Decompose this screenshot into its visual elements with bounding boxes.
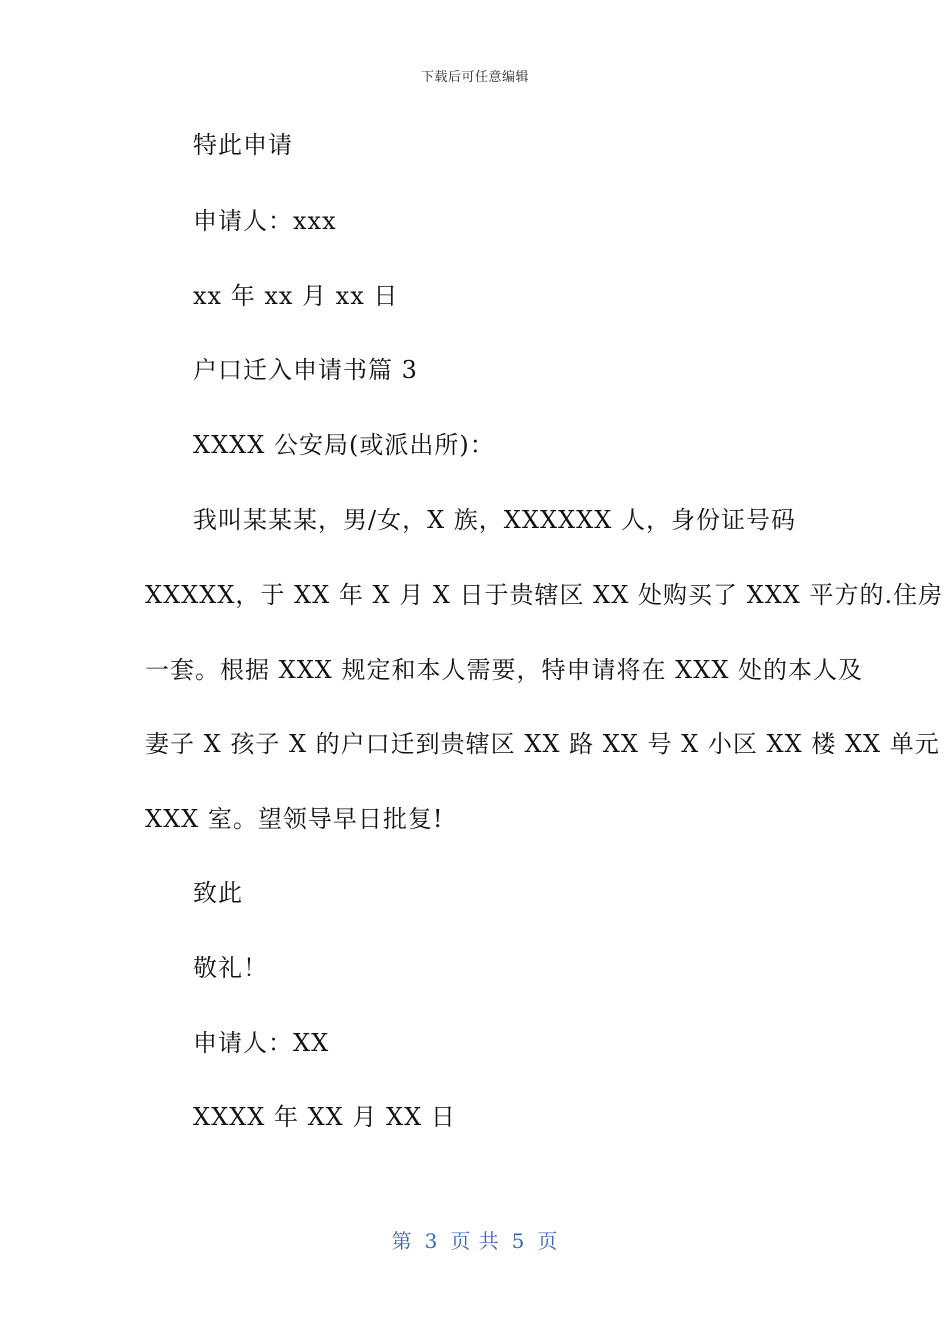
footer-label-of: 页 共 xyxy=(450,1229,500,1253)
footer-label-end: 页 xyxy=(537,1229,559,1253)
addressee: XXXX 公安局(或派出所)： xyxy=(193,431,495,459)
paragraph-line: 妻子 X 孩子 X 的户口迁到贵辖区 XX 路 XX 号 X 小区 XX 楼 XX 单元 xyxy=(145,730,940,758)
footer-total-pages: 5 xyxy=(511,1229,526,1253)
footer-current-page: 3 xyxy=(424,1229,439,1253)
closing-request: 特此申请 xyxy=(193,131,293,159)
page-footer xyxy=(0,1225,950,1254)
date-line-2: XXXX 年 XX 月 XX 日 xyxy=(193,1103,456,1131)
date-line-1: xx 年 xx 月 xx 日 xyxy=(193,282,399,310)
paragraph-line: 我叫某某某，男/女，X 族，XXXXXX 人，身份证号码 xyxy=(193,506,796,534)
applicant-line-1: 申请人：xxx xyxy=(193,207,337,235)
page-header-note: 下载后可任意编辑 xyxy=(420,70,529,85)
paragraph-line: 一套。根据 XXX 规定和本人需要，特申请将在 XXX 处的本人及 xyxy=(145,656,864,684)
section-title: 户口迁入申请书篇 3 xyxy=(193,356,418,384)
closing-salute: 敬礼！ xyxy=(193,954,268,982)
paragraph-line: XXXXX，于 XX 年 X 月 X 日于贵辖区 XX 处购买了 XXX 平方的.住房 xyxy=(145,581,944,609)
paragraph-line: XXX 室。望领导早日批复! xyxy=(145,805,444,833)
applicant-line-2: 申请人：XX xyxy=(193,1029,330,1057)
footer-label-page: 第 xyxy=(391,1229,413,1253)
closing-zhici: 致此 xyxy=(193,879,243,907)
